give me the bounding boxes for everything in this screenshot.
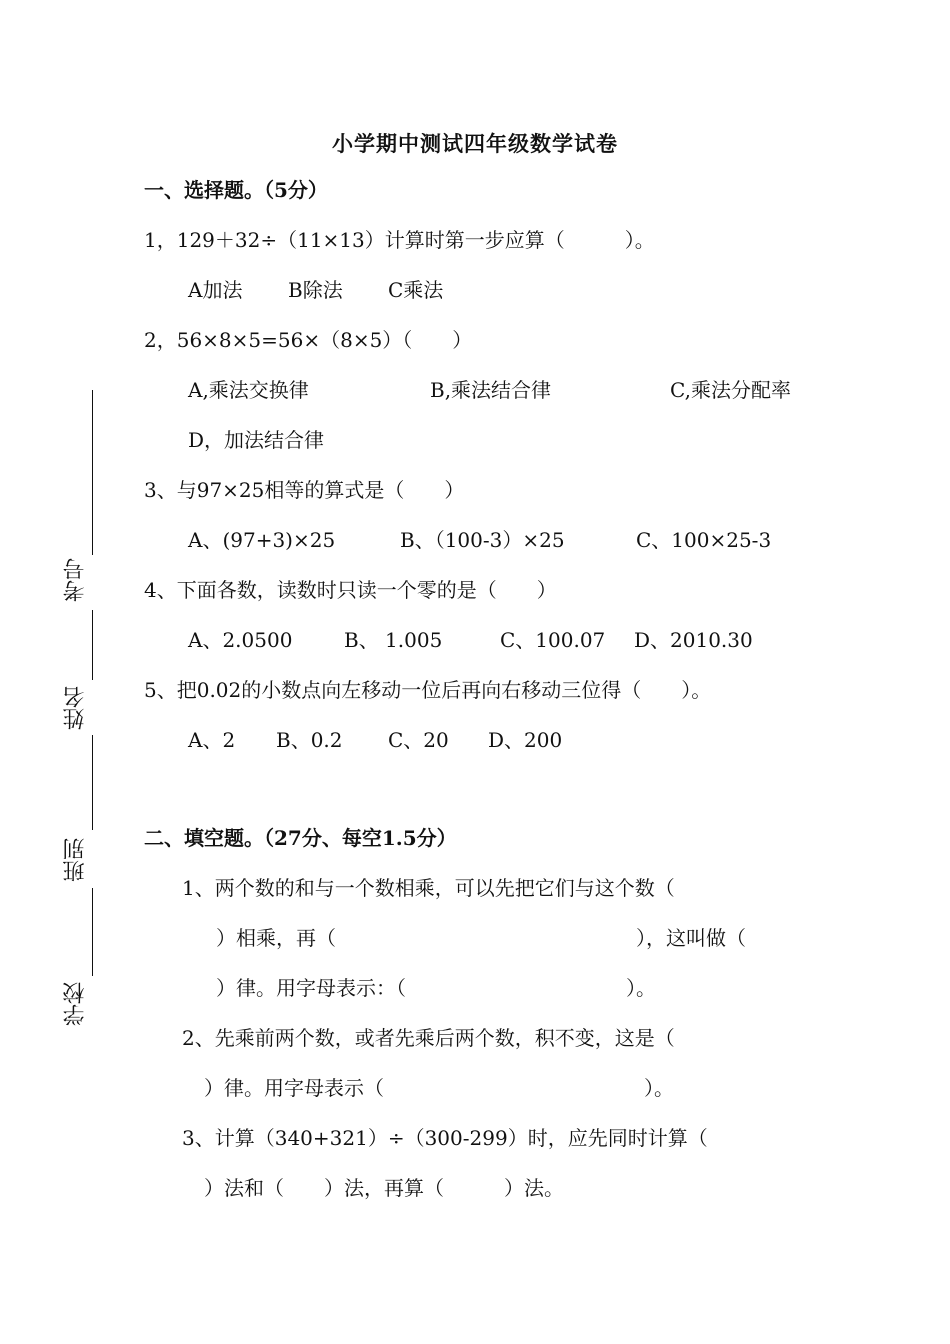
- q2-option-a: A,乘法交换律: [188, 378, 309, 402]
- question-3: 3、与97×25相等的算式是（ ）: [144, 478, 465, 502]
- question-1: 1，129＋32÷（11×13）计算时第一步应算（ ）。: [144, 228, 655, 252]
- question-2: 2，56×8×5=56×（8×5）（ ）: [144, 328, 473, 352]
- exam-title: 小学期中测试四年级数学试卷: [332, 131, 618, 156]
- q4-option-d: D、2010.30: [634, 628, 753, 652]
- q5-option-d: D、200: [488, 728, 563, 752]
- fill-line-7: ）法和（ ）法，再算（ ）法。: [204, 1176, 564, 1200]
- fill-line-1: 1、两个数的和与一个数相乘，可以先把它们与这个数（: [182, 876, 675, 900]
- q5-option-a: A、2: [188, 728, 236, 752]
- q5-option-b: B、0.2: [276, 728, 343, 752]
- label-school: 学校: [63, 982, 88, 1026]
- label-name: 姓名: [63, 686, 88, 730]
- fill-line-6: 3、计算（340+321）÷（300-299）时，应先同时计算（: [182, 1126, 708, 1150]
- fill-line-2: ）相乘，再（ ），这叫做（: [216, 926, 746, 950]
- fill-line-5: ）律。用字母表示（ ）。: [204, 1076, 674, 1100]
- q3-option-a: A、(97+3)×25: [188, 528, 336, 552]
- binding-line: [92, 888, 93, 976]
- section1-heading: 一、选择题。（5分）: [144, 178, 328, 202]
- question-5: 5、把0.02的小数点向左移动一位后再向右移动三位得（ ）。: [144, 678, 712, 702]
- binding-line: [92, 610, 93, 680]
- q2-option-c: C,乘法分配率: [670, 378, 791, 402]
- q1-option-a: A加法: [188, 278, 243, 302]
- q4-option-c: C、100.07: [500, 628, 606, 652]
- section2-heading: 二、填空题。（27分、每空1.5分）: [144, 826, 457, 850]
- q1-option-b: B除法: [288, 278, 343, 302]
- label-exam-number: 考号: [63, 558, 88, 602]
- q2-option-d: D，加法结合律: [188, 428, 325, 452]
- q2-option-b: B,乘法结合律: [430, 378, 552, 402]
- binding-line: [92, 390, 93, 555]
- q4-option-b: B、 1.005: [344, 628, 443, 652]
- q4-option-a: A、2.0500: [188, 628, 293, 652]
- binding-line: [92, 735, 93, 830]
- q3-option-b: B、（100-3）×25: [400, 528, 565, 552]
- label-class: 班别: [63, 838, 88, 882]
- q1-option-c: C乘法: [388, 278, 444, 302]
- fill-line-3: ）律。用字母表示：（ ）。: [216, 976, 656, 1000]
- fill-line-4: 2、先乘前两个数，或者先乘后两个数，积不变，这是（: [182, 1026, 675, 1050]
- q5-option-c: C、20: [388, 728, 449, 752]
- question-4: 4、下面各数，读数时只读一个零的是（ ）: [144, 578, 557, 602]
- q3-option-c: C、100×25-3: [636, 528, 772, 552]
